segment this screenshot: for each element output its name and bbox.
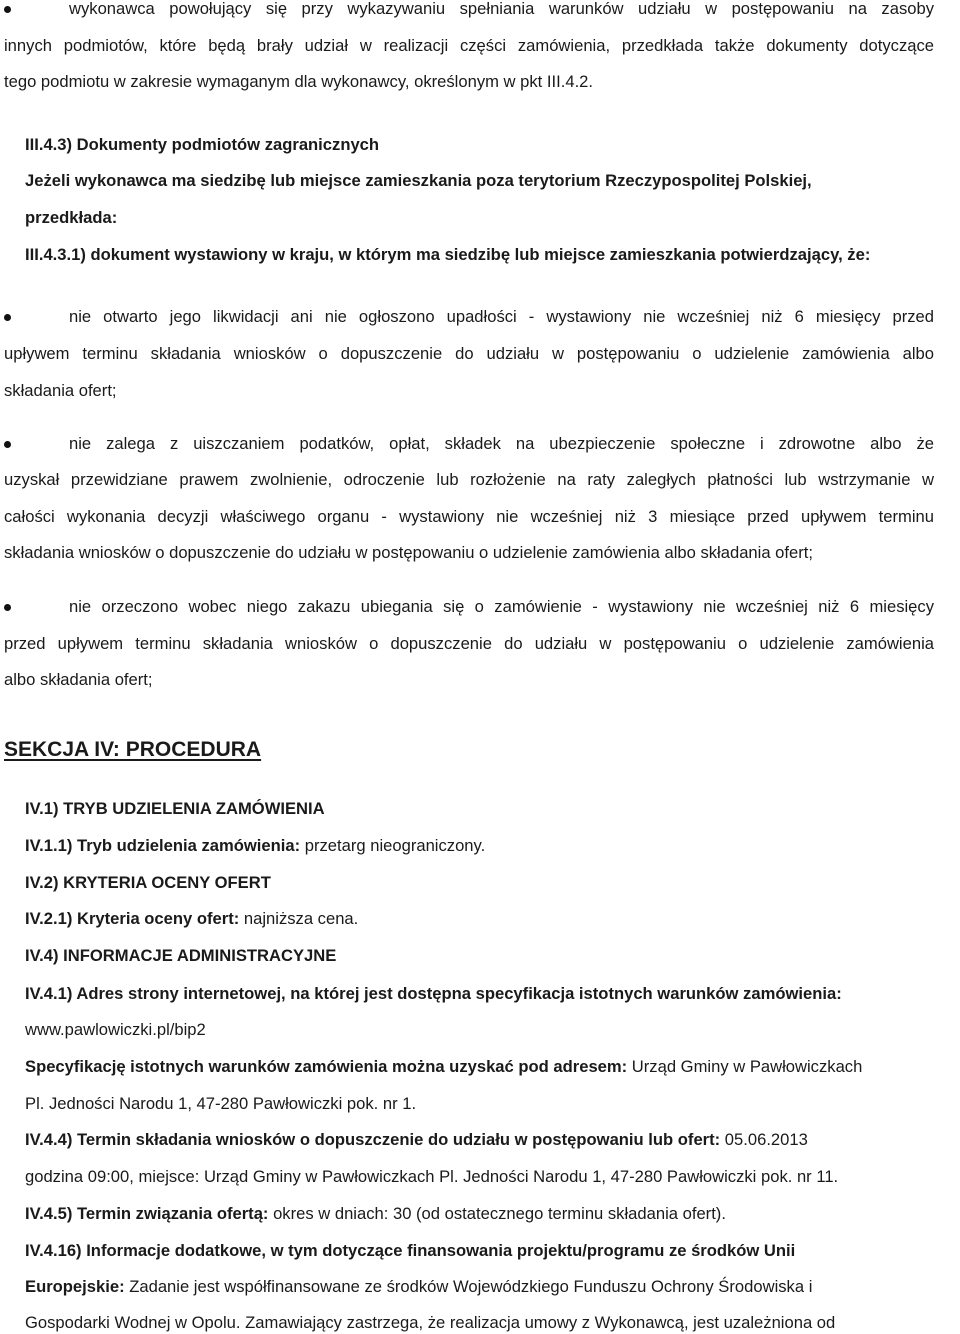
field-value: Zadanie jest współfinansowane ze środków Wojewódzkiego Funduszu Ochrony Środowiska i xyxy=(124,1277,813,1296)
subsection-heading: IV.2) KRYTERIA OCENY OFERT xyxy=(25,873,271,892)
bullet-icon xyxy=(4,604,11,611)
field-label: IV.2.1) Kryteria oceny ofert: xyxy=(25,909,240,928)
bullet-icon xyxy=(4,314,11,321)
bullet-line: całości wykonania decyzji właściwego organu - wystawiony nie wcześniej niż 3 miesiące przed upływem terminu xyxy=(4,507,934,526)
intro-line: wykonawca powołujący się przy wykazywaniu spełniania warunków udziału w postępowaniu na zasoby xyxy=(69,0,934,18)
bullet-line: składania wniosków o dopuszczenie do udziału w postępowaniu o udzielenie zamówienia albo składania ofert; xyxy=(4,543,813,562)
field-row xyxy=(25,1204,960,1224)
field-label: IV.4.5) Termin związania ofertą: xyxy=(25,1204,269,1223)
field-label: IV.4.4) Termin składania wniosków o dopuszczenie do udziału w postępowaniu lub ofert: xyxy=(25,1130,721,1149)
field-row xyxy=(25,1057,960,1077)
item-heading: III.4.3.1) dokument wystawiony w kraju, w którym ma siedzibę lub miejsce zamieszkania potwierdzający, że: xyxy=(25,245,871,264)
field-row xyxy=(25,836,960,856)
field-row xyxy=(25,909,960,929)
field-value: godzina 09:00, miejsce: Urząd Gminy w Pawłowiczkach Pl. Jedności Narodu 1, 47-280 Pawłowiczki pok. nr 11. xyxy=(25,1167,839,1186)
bullet-line: przed upływem terminu składania wniosków o dopuszczenie do udziału w postępowaniu o udzielenie zamówienia xyxy=(4,634,934,653)
field-value: Gospodarki Wodnej w Opolu. Zamawiający zastrzega, że realizacja umowy z Wykonawcą, jest uzależniona od xyxy=(25,1313,836,1332)
intro-line: innych podmiotów, które będą brały udział w realizacji części zamówienia, przedkłada także dokumenty dotyczące xyxy=(4,36,934,55)
field-label: IV.4.1) Adres strony internetowej, na której jest dostępna specyfikacja istotnych warunków zamówienia: xyxy=(25,984,842,1003)
field-value: przetarg nieograniczony. xyxy=(300,836,486,855)
bullet-line: albo składania ofert; xyxy=(4,670,153,689)
field-row xyxy=(25,1277,960,1297)
field-value: okres w dniach: 30 (od ostatecznego terminu składania ofert). xyxy=(268,1204,726,1223)
bullet-line: upływem terminu składania wniosków o dopuszczenie do udziału w postępowaniu o udzielenie zamówienia albo xyxy=(4,344,934,363)
bullet-line: nie otwarto jego likwidacji ani nie ogłoszono upadłości - wystawiony nie wcześniej niż 6 miesięcy przed xyxy=(69,307,934,326)
bullet-icon xyxy=(4,6,11,13)
website-link[interactable]: www.pawlowiczki.pl/bip2 xyxy=(25,1020,206,1039)
field-row xyxy=(25,1130,960,1150)
field-label: IV.1.1) Tryb udzielenia zamówienia: xyxy=(25,836,301,855)
field-label: IV.4.16) Informacje dodatkowe, w tym dotyczące finansowania projektu/programu ze środków Unii xyxy=(25,1241,796,1260)
bullet-line: składania ofert; xyxy=(4,381,117,400)
subsection-heading: IV.4) INFORMACJE ADMINISTRACYJNE xyxy=(25,946,337,965)
intro-line: tego podmiotu w zakresie wymaganym dla wykonawcy, określonym w pkt III.4.2. xyxy=(4,72,594,91)
field-value: Urząd Gminy w Pawłowiczkach xyxy=(627,1057,863,1076)
field-label: Europejskie: xyxy=(25,1277,125,1296)
paragraph-line: przedkłada: xyxy=(25,208,118,227)
paragraph-line: Jeżeli wykonawca ma siedzibę lub miejsce zamieszkania poza terytorium Rzeczypospolitej Polskiej, xyxy=(25,171,812,190)
subsection-heading: IV.1) TRYB UDZIELENIA ZAMÓWIENIA xyxy=(25,799,325,818)
field-value: 05.06.2013 xyxy=(720,1130,808,1149)
bullet-line: nie orzeczono wobec niego zakazu ubiegania się o zamówienie - wystawiony nie wcześniej niż 6 miesięcy xyxy=(69,597,934,616)
bullet-line: nie zalega z uiszczaniem podatków, opłat, składek na ubezpieczenie społeczne i zdrowotne albo że xyxy=(69,434,934,453)
field-label: Specyfikację istotnych warunków zamówienia można uzyskać pod adresem: xyxy=(25,1057,628,1076)
field-value: najniższa cena. xyxy=(239,909,359,928)
section-title: SEKCJA IV: PROCEDURA xyxy=(4,738,262,761)
field-value: Pl. Jedności Narodu 1, 47-280 Pawłowiczki pok. nr 1. xyxy=(25,1094,417,1113)
section-heading: III.4.3) Dokumenty podmiotów zagranicznych xyxy=(25,135,380,154)
bullet-icon xyxy=(4,441,11,448)
bullet-line: uzyskał przewidziane prawem zwolnienie, odroczenie lub rozłożenie na raty zaległych płatności lub wstrzymanie w xyxy=(4,470,934,489)
